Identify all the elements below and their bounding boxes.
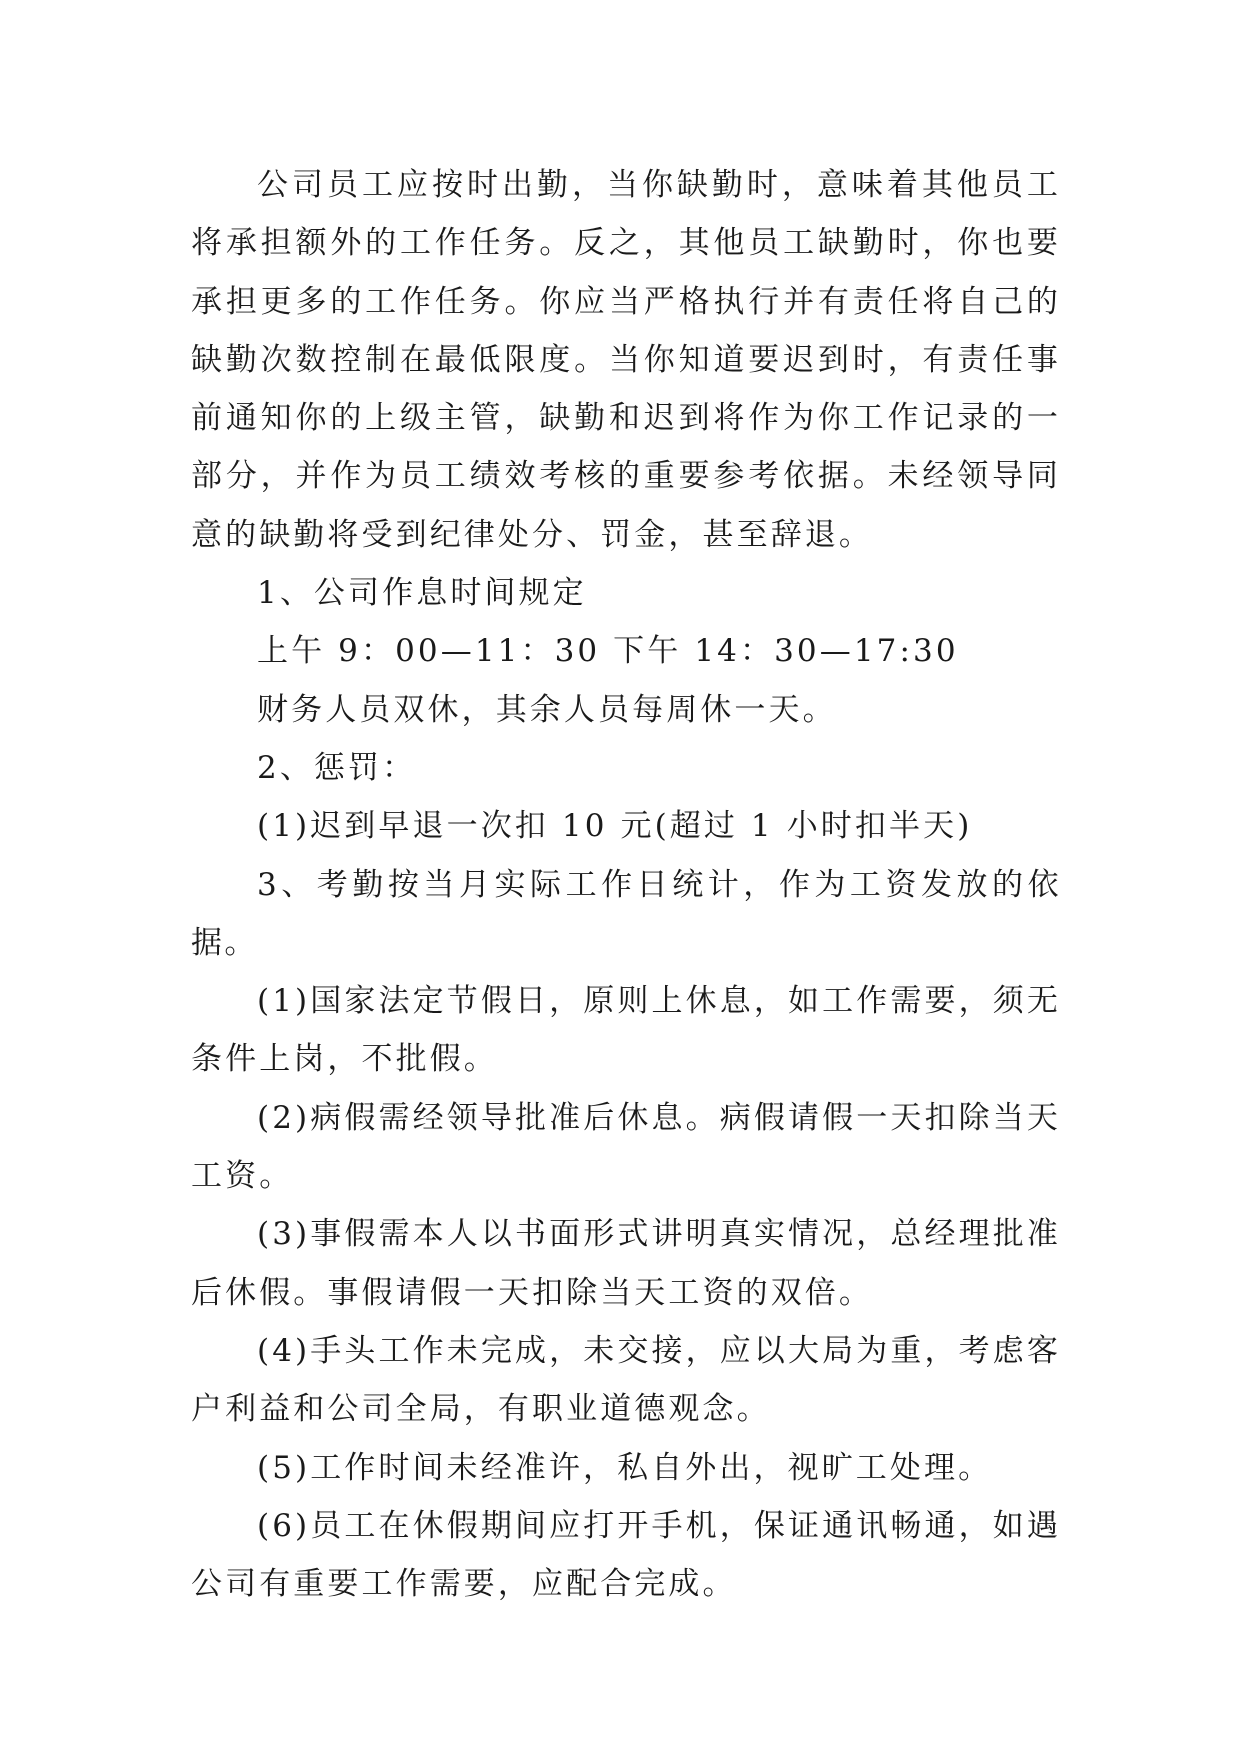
paragraph-holidays: (1)国家法定节假日，原则上休息，如工作需要，须无条件上岗，不批假。 [191,983,1061,1078]
document-body [191,156,1061,1613]
paragraph-personal-leave: (3)事假需本人以书面形式讲明真实情况，总经理批准后休假。事假请假一天扣除当天工资的双倍。 [191,1216,1061,1311]
paragraph-handover: (4)手头工作未完成，未交接，应以大局为重，考虑客户利益和公司全局，有职业道德观念。 [191,1332,1061,1428]
paragraph-penalty-heading: 2、惩罚： [257,749,417,786]
paragraph-sick-leave: (2)病假需经领导批准后休息。病假请假一天扣除当天工资。 [191,1099,1061,1195]
paragraph-attendance-stats: 3、考勤按当月实际工作日统计，作为工资发放的依据。 [191,866,1061,961]
paragraph-work-hours: 上午 9：00—11：30 下午 14：30—17:30 [257,633,959,670]
paragraph-late-penalty: (1)迟到早退一次扣 10 元(超过 1 小时扣半天) [257,808,973,845]
paragraph-attendance-intro: 公司员工应按时出勤，当你缺勤时，意味着其他员工将承担额外的工作任务。反之，其他员工缺勤时，你也要承担更多的工作任务。你应当严格执行并有责任将自己的缺勤次数控制在最低限度。当你知道要迟到时，有责任事前通知你的上级主管，缺勤和迟到将作为你工作记录的一部分，并作为员工绩效考核的重要参考依据。未经领导同意的缺勤将受到纪律处分、罚金，甚至辞退。 [191,167,1061,553]
paragraph-schedule-heading: 1、公司作息时间规定 [257,575,587,612]
paragraph-absence: (5)工作时间未经准许，私自外出，视旷工处理。 [257,1449,993,1486]
paragraph-rest-days: 财务人员双休，其余人员每周休一天。 [257,691,837,728]
paragraph-phone-on-leave: (6)员工在休假期间应打开手机，保证通讯畅通，如遇公司有重要工作需要，应配合完成。 [191,1507,1061,1603]
